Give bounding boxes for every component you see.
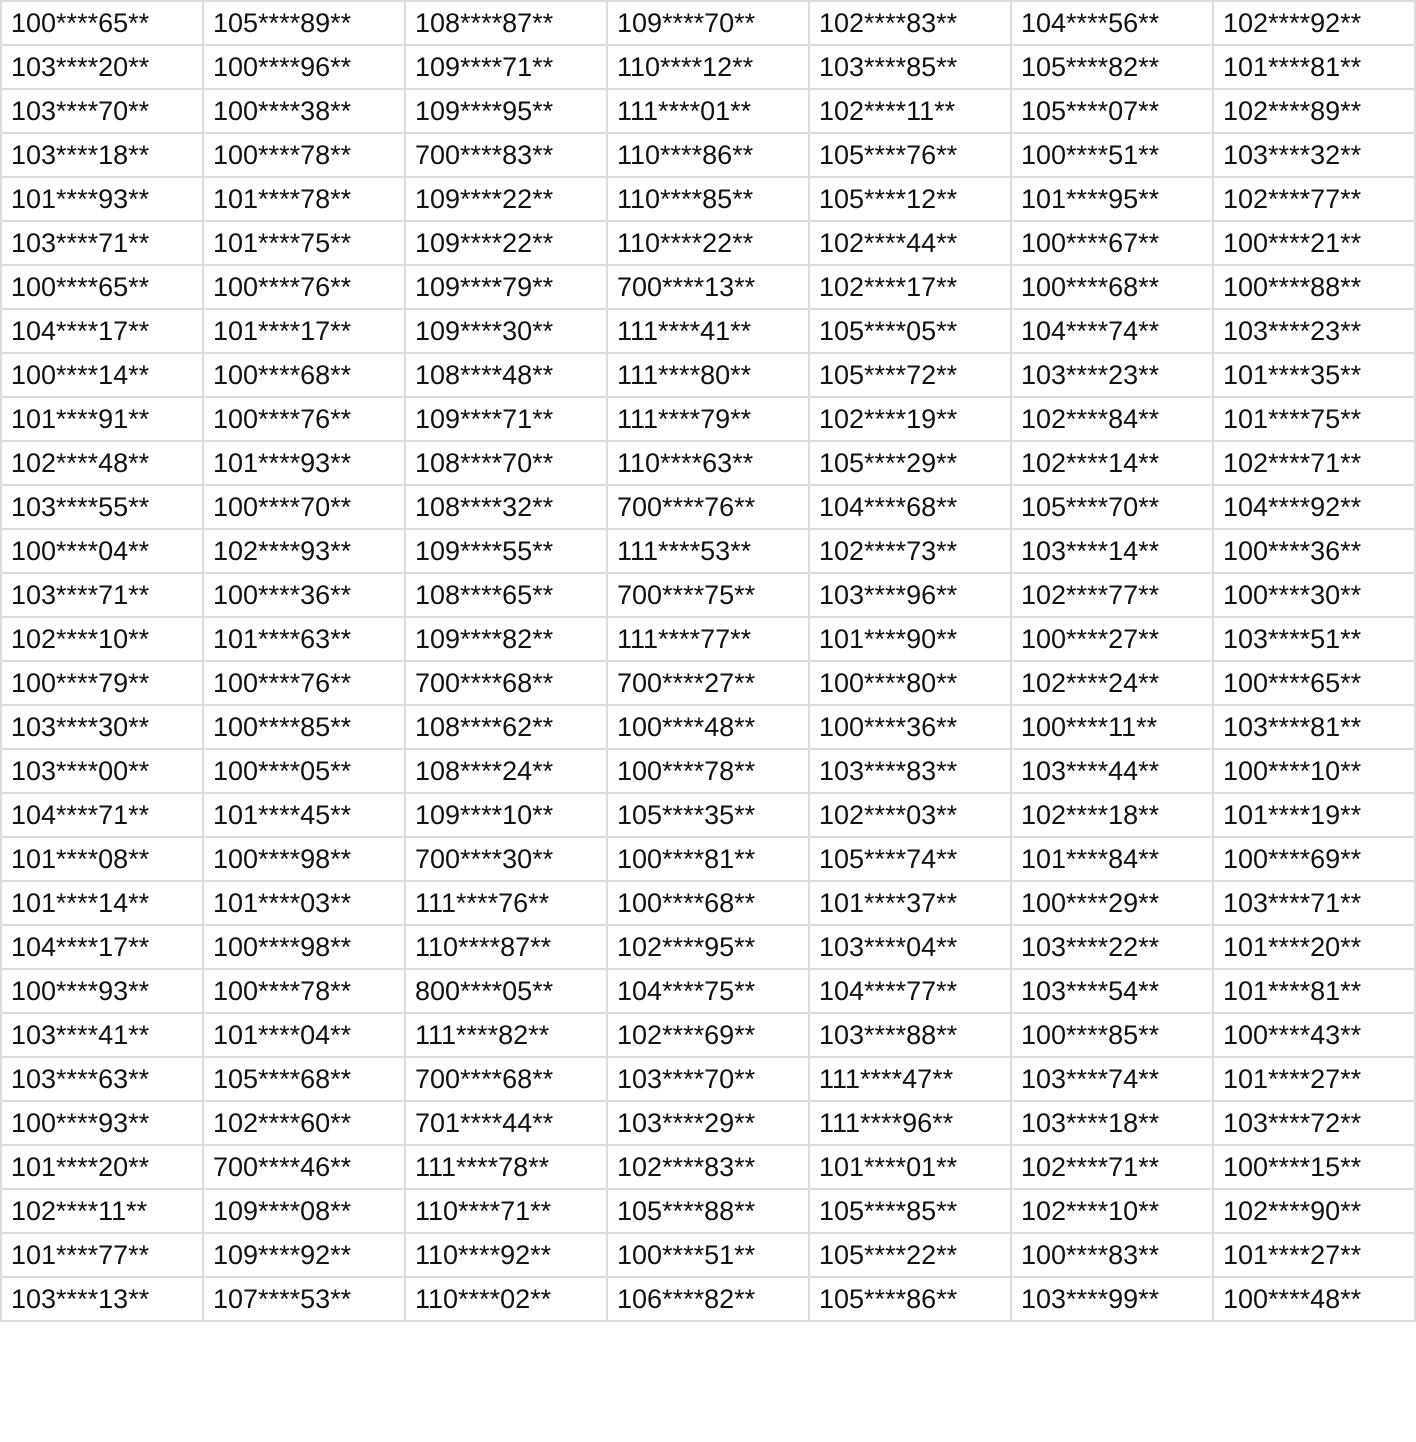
table-cell: 100****15** [1213,1145,1415,1189]
table-cell: 109****79** [405,265,607,309]
table-cell: 111****77** [607,617,809,661]
table-row [1,89,1415,133]
table-cell: 103****71** [1213,881,1415,925]
table-cell: 105****72** [809,353,1011,397]
table-cell: 101****75** [1213,397,1415,441]
table-row [1,837,1415,881]
table-cell: 100****04** [1,529,203,573]
table-cell: 103****22** [1011,925,1213,969]
table-cell: 102****19** [809,397,1011,441]
table-row [1,1233,1415,1277]
table-body [1,1,1415,1321]
table-row [1,573,1415,617]
table-cell: 101****77** [1,1233,203,1277]
table-cell: 102****03** [809,793,1011,837]
table-cell: 100****76** [203,265,405,309]
table-cell: 103****51** [1213,617,1415,661]
table-cell: 111****47** [809,1057,1011,1101]
table-cell: 101****20** [1213,925,1415,969]
table-cell: 108****65** [405,573,607,617]
table-cell: 102****83** [809,1,1011,45]
table-cell: 102****11** [1,1189,203,1233]
table-cell: 104****56** [1011,1,1213,45]
table-cell: 102****14** [1011,441,1213,485]
table-cell: 110****85** [607,177,809,221]
table-cell: 100****68** [607,881,809,925]
table-cell: 109****22** [405,221,607,265]
table-cell: 700****30** [405,837,607,881]
table-cell: 100****68** [1011,265,1213,309]
table-cell: 105****35** [607,793,809,837]
table-cell: 105****89** [203,1,405,45]
table-cell: 101****45** [203,793,405,837]
table-cell: 110****86** [607,133,809,177]
table-cell: 103****71** [1,573,203,617]
table-cell: 100****27** [1011,617,1213,661]
table-cell: 100****21** [1213,221,1415,265]
table-cell: 103****23** [1213,309,1415,353]
table-cell: 110****71** [405,1189,607,1233]
table-cell: 103****00** [1,749,203,793]
table-cell: 101****95** [1011,177,1213,221]
table-cell: 102****71** [1011,1145,1213,1189]
table-row [1,1,1415,45]
table-cell: 102****93** [203,529,405,573]
table-cell: 100****48** [607,705,809,749]
table-cell: 700****13** [607,265,809,309]
table-cell: 105****86** [809,1277,1011,1321]
table-cell: 105****88** [607,1189,809,1233]
table-cell: 101****75** [203,221,405,265]
table-cell: 100****36** [809,705,1011,749]
table-cell: 102****90** [1213,1189,1415,1233]
table-cell: 100****14** [1,353,203,397]
table-cell: 104****92** [1213,485,1415,529]
table-cell: 103****44** [1011,749,1213,793]
table-cell: 104****71** [1,793,203,837]
table-cell: 103****99** [1011,1277,1213,1321]
table-cell: 105****07** [1011,89,1213,133]
table-cell: 103****70** [1,89,203,133]
table-row [1,353,1415,397]
table-cell: 100****93** [1,1101,203,1145]
table-cell: 101****63** [203,617,405,661]
table-cell: 103****20** [1,45,203,89]
table-cell: 110****63** [607,441,809,485]
table-cell: 102****60** [203,1101,405,1145]
table-cell: 110****12** [607,45,809,89]
table-cell: 103****72** [1213,1101,1415,1145]
table-cell: 100****38** [203,89,405,133]
table-cell: 100****70** [203,485,405,529]
table-cell: 102****89** [1213,89,1415,133]
table-cell: 101****04** [203,1013,405,1057]
table-cell: 103****18** [1011,1101,1213,1145]
table-cell: 700****76** [607,485,809,529]
table-row [1,705,1415,749]
table-cell: 101****37** [809,881,1011,925]
table-cell: 103****63** [1,1057,203,1101]
table-row [1,1277,1415,1321]
table-cell: 105****70** [1011,485,1213,529]
table-row [1,529,1415,573]
table-cell: 100****85** [203,705,405,749]
table-cell: 105****85** [809,1189,1011,1233]
table-row [1,661,1415,705]
table-cell: 103****32** [1213,133,1415,177]
table-cell: 111****41** [607,309,809,353]
table-row [1,969,1415,1013]
table-cell: 109****08** [203,1189,405,1233]
table-cell: 111****82** [405,1013,607,1057]
table-cell: 101****91** [1,397,203,441]
table-cell: 101****78** [203,177,405,221]
table-cell: 100****10** [1213,749,1415,793]
table-cell: 100****43** [1213,1013,1415,1057]
table-row [1,485,1415,529]
table-cell: 109****22** [405,177,607,221]
table-cell: 800****05** [405,969,607,1013]
table-cell: 103****23** [1011,353,1213,397]
table-cell: 103****88** [809,1013,1011,1057]
table-cell: 100****79** [1,661,203,705]
table-cell: 103****85** [809,45,1011,89]
table-cell: 101****03** [203,881,405,925]
table-cell: 100****78** [203,133,405,177]
table-cell: 103****29** [607,1101,809,1145]
table-row [1,397,1415,441]
table-cell: 109****55** [405,529,607,573]
table-row [1,793,1415,837]
table-cell: 100****96** [203,45,405,89]
table-cell: 110****02** [405,1277,607,1321]
table-cell: 700****68** [405,1057,607,1101]
table-cell: 103****96** [809,573,1011,617]
table-cell: 100****69** [1213,837,1415,881]
table-cell: 111****79** [607,397,809,441]
table-cell: 107****53** [203,1277,405,1321]
table-cell: 102****18** [1011,793,1213,837]
table-cell: 108****24** [405,749,607,793]
table-cell: 100****11** [1011,705,1213,749]
table-row [1,177,1415,221]
table-cell: 102****84** [1011,397,1213,441]
table-cell: 700****83** [405,133,607,177]
table-cell: 102****71** [1213,441,1415,485]
table-cell: 100****05** [203,749,405,793]
table-row [1,441,1415,485]
table-row [1,1057,1415,1101]
table-cell: 109****95** [405,89,607,133]
table-cell: 101****08** [1,837,203,881]
table-cell: 109****10** [405,793,607,837]
table-cell: 105****74** [809,837,1011,881]
table-cell: 104****75** [607,969,809,1013]
table-cell: 102****11** [809,89,1011,133]
table-cell: 102****44** [809,221,1011,265]
table-cell: 100****78** [203,969,405,1013]
table-cell: 101****01** [809,1145,1011,1189]
table-cell: 102****77** [1011,573,1213,617]
table-cell: 100****78** [607,749,809,793]
table-cell: 101****19** [1213,793,1415,837]
table-cell: 100****76** [203,397,405,441]
table-cell: 109****30** [405,309,607,353]
table-row [1,1189,1415,1233]
table-cell: 105****05** [809,309,1011,353]
table-cell: 102****24** [1011,661,1213,705]
table-cell: 103****04** [809,925,1011,969]
table-cell: 104****17** [1,309,203,353]
table-cell: 108****87** [405,1,607,45]
table-cell: 103****70** [607,1057,809,1101]
table-cell: 111****53** [607,529,809,573]
table-cell: 102****10** [1,617,203,661]
table-row [1,617,1415,661]
table-cell: 110****87** [405,925,607,969]
table-cell: 101****20** [1,1145,203,1189]
table-cell: 100****98** [203,925,405,969]
table-cell: 101****14** [1,881,203,925]
table-cell: 102****17** [809,265,1011,309]
table-row [1,1145,1415,1189]
table-cell: 101****27** [1213,1233,1415,1277]
table-cell: 105****29** [809,441,1011,485]
table-cell: 104****17** [1,925,203,969]
table-cell: 102****77** [1213,177,1415,221]
table-row [1,265,1415,309]
table-cell: 102****83** [607,1145,809,1189]
table-cell: 103****13** [1,1277,203,1321]
table-row [1,45,1415,89]
table-cell: 100****48** [1213,1277,1415,1321]
table-cell: 101****84** [1011,837,1213,881]
table-cell: 110****22** [607,221,809,265]
table-cell: 700****27** [607,661,809,705]
table-cell: 108****48** [405,353,607,397]
table-cell: 100****85** [1011,1013,1213,1057]
table-cell: 100****36** [203,573,405,617]
table-cell: 100****51** [1011,133,1213,177]
table-cell: 100****88** [1213,265,1415,309]
table-cell: 100****81** [607,837,809,881]
table-cell: 701****44** [405,1101,607,1145]
table-cell: 111****01** [607,89,809,133]
table-row [1,309,1415,353]
table-row [1,925,1415,969]
table-cell: 109****71** [405,45,607,89]
table-cell: 100****80** [809,661,1011,705]
table-cell: 100****93** [1,969,203,1013]
table-cell: 103****81** [1213,705,1415,749]
table-cell: 111****76** [405,881,607,925]
table-cell: 101****17** [203,309,405,353]
table-row [1,1101,1415,1145]
table-cell: 700****46** [203,1145,405,1189]
table-row [1,881,1415,925]
table-cell: 110****92** [405,1233,607,1277]
table-cell: 102****69** [607,1013,809,1057]
table-cell: 101****27** [1213,1057,1415,1101]
table-cell: 101****81** [1213,45,1415,89]
table-cell: 100****51** [607,1233,809,1277]
table-cell: 101****81** [1213,969,1415,1013]
table-cell: 111****78** [405,1145,607,1189]
table-cell: 100****76** [203,661,405,705]
table-cell: 100****65** [1,265,203,309]
table-cell: 101****93** [203,441,405,485]
table-cell: 105****68** [203,1057,405,1101]
table-cell: 100****68** [203,353,405,397]
table-cell: 100****29** [1011,881,1213,925]
table-cell: 103****41** [1,1013,203,1057]
table-cell: 108****32** [405,485,607,529]
table-cell: 104****68** [809,485,1011,529]
table-cell: 111****80** [607,353,809,397]
table-cell: 109****82** [405,617,607,661]
table-cell: 108****62** [405,705,607,749]
table-cell: 102****10** [1011,1189,1213,1233]
table-cell: 106****82** [607,1277,809,1321]
table-cell: 102****73** [809,529,1011,573]
table-cell: 109****92** [203,1233,405,1277]
table-cell: 103****54** [1011,969,1213,1013]
table-cell: 103****74** [1011,1057,1213,1101]
table-cell: 105****12** [809,177,1011,221]
table-row [1,749,1415,793]
table-cell: 103****18** [1,133,203,177]
table-cell: 111****96** [809,1101,1011,1145]
table-cell: 108****70** [405,441,607,485]
table-cell: 109****71** [405,397,607,441]
table-cell: 700****68** [405,661,607,705]
table-cell: 100****36** [1213,529,1415,573]
table-cell: 102****48** [1,441,203,485]
table-cell: 104****77** [809,969,1011,1013]
table-cell: 105****82** [1011,45,1213,89]
table-cell: 103****55** [1,485,203,529]
table-cell: 102****95** [607,925,809,969]
table-cell: 102****92** [1213,1,1415,45]
table-cell: 700****75** [607,573,809,617]
table-cell: 100****65** [1213,661,1415,705]
table-cell: 100****65** [1,1,203,45]
table-cell: 100****30** [1213,573,1415,617]
table-row [1,133,1415,177]
table-cell: 105****22** [809,1233,1011,1277]
table-cell: 100****98** [203,837,405,881]
table-cell: 103****83** [809,749,1011,793]
table-cell: 101****35** [1213,353,1415,397]
table-row [1,1013,1415,1057]
table-cell: 100****67** [1011,221,1213,265]
table-cell: 103****71** [1,221,203,265]
table-cell: 109****70** [607,1,809,45]
table-cell: 103****14** [1011,529,1213,573]
table-cell: 105****76** [809,133,1011,177]
table-cell: 101****93** [1,177,203,221]
table-cell: 104****74** [1011,309,1213,353]
table-row [1,221,1415,265]
table-cell: 100****83** [1011,1233,1213,1277]
table-cell: 101****90** [809,617,1011,661]
table-cell: 103****30** [1,705,203,749]
